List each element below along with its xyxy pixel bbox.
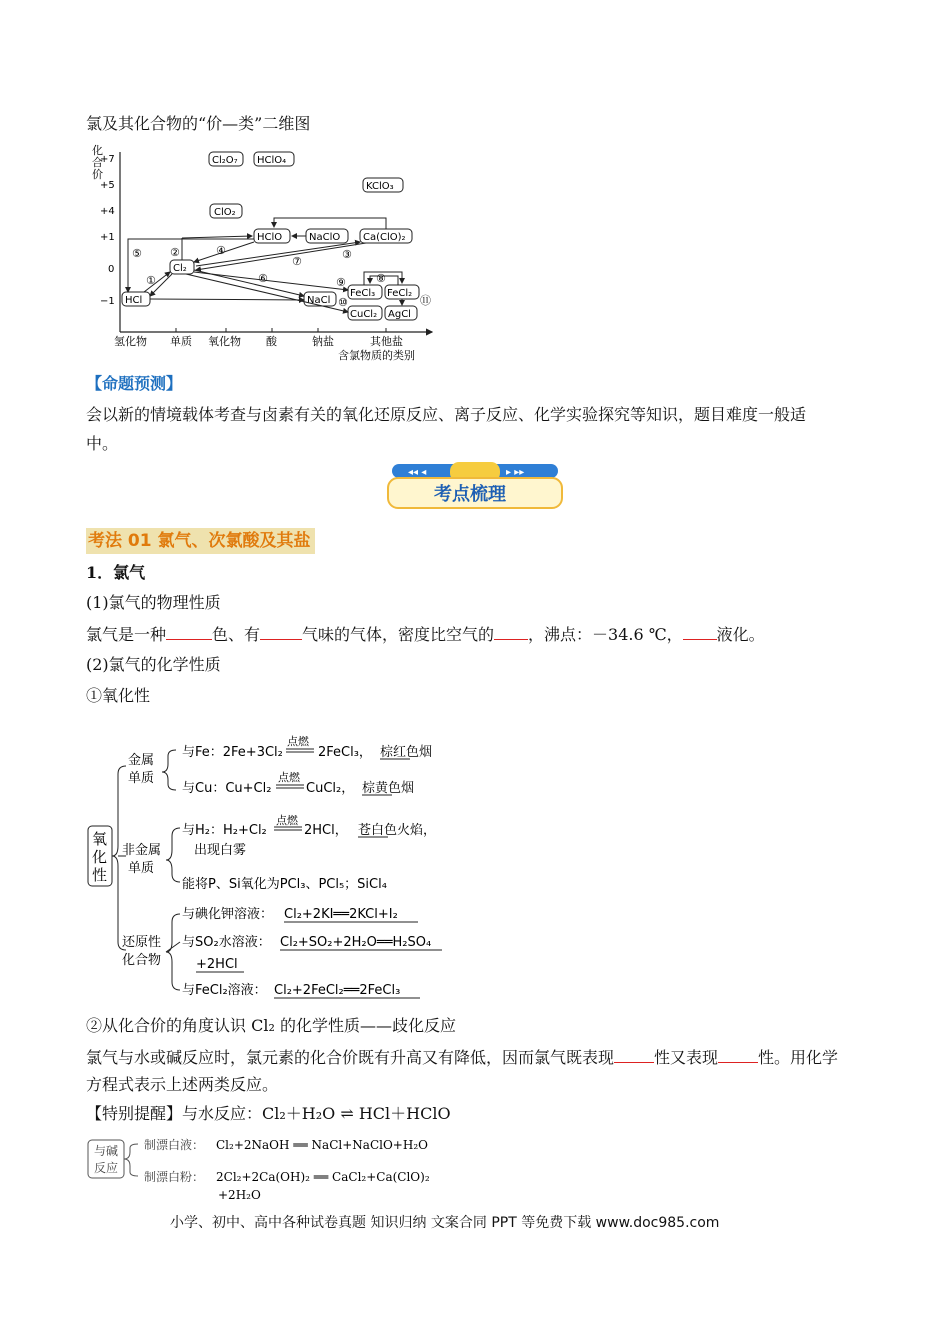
section-badge	[386, 462, 564, 510]
h2-flame: 苍白色火焰，	[358, 823, 437, 838]
h2-reaction: 与H₂：H₂+Cl₂	[182, 823, 267, 838]
s1-p1: (1)氯气的物理性质	[86, 593, 221, 612]
species-kclo3: KClO₃	[366, 181, 394, 192]
ytick: +4	[100, 206, 115, 217]
rxn-number: ③	[342, 248, 352, 261]
species-clo2: ClO₂	[214, 207, 236, 218]
disproportionation-text-2: 方程式表示上述两类反应。	[86, 1075, 279, 1094]
footer: 小学、初中、高中各种试卷真题 知识归纳 文案合同 PPT 等免费下载 www.doc985.com	[170, 1215, 720, 1231]
blank[interactable]	[718, 1046, 758, 1063]
svg-text:◂◂ ◂: ◂◂ ◂	[408, 467, 427, 478]
species-hcl: HCl	[125, 295, 143, 306]
xtick: 氧化物	[208, 335, 241, 348]
alkali-label: 与碱	[94, 1144, 119, 1158]
ki-label: 与碘化钾溶液：	[182, 907, 274, 922]
ytick: +5	[100, 180, 115, 191]
cu-product: CuCl₂，	[306, 781, 355, 796]
alkali-reaction-diagram	[86, 1134, 446, 1206]
ignite-label: 点燃	[287, 735, 309, 748]
xtick: 酸	[266, 335, 277, 348]
ignite-label: 点燃	[276, 814, 298, 827]
nonmetal-label: 非金属	[122, 843, 162, 858]
nonmetal-label: 单质	[128, 861, 155, 876]
species-cl2o7: Cl₂O₇	[212, 155, 238, 166]
blank[interactable]	[683, 623, 717, 640]
xtick: 氢化物	[114, 335, 147, 348]
cu-reaction: 与Cu：Cu+Cl₂	[182, 781, 272, 796]
valence-class-diagram	[86, 142, 446, 364]
ytick: +7	[100, 154, 115, 165]
xtick: 单质	[170, 335, 192, 348]
fe-smoke: 棕红色烟	[380, 745, 433, 760]
bleach-powder-equation-cont: +2H₂O	[218, 1188, 261, 1202]
ytick: +1	[100, 232, 115, 243]
cu-smoke: 棕黄色烟	[362, 781, 415, 796]
bleach-powder-equation: 2Cl₂+2Ca(OH)₂ ══ CaCl₂+Ca(ClO)₂	[216, 1170, 430, 1184]
ignite-label: 点燃	[278, 771, 300, 784]
ki-equation: Cl₂+2KI══2KCl+I₂	[284, 907, 398, 922]
oxidation-tree	[86, 728, 456, 1006]
ytick: −1	[100, 296, 115, 307]
rxn-number: ④	[216, 244, 226, 257]
fe-product: 2FeCl₃，	[318, 745, 372, 760]
reducing-label: 化合物	[122, 953, 162, 968]
rxn-number: ②	[170, 246, 180, 259]
species-agcl: AgCl	[388, 309, 411, 320]
root-char: 化	[92, 848, 108, 866]
species-naclo: NaClO	[309, 232, 341, 243]
root-char: 氧	[92, 830, 108, 848]
blank[interactable]	[494, 623, 528, 640]
intro-title: 氯及其化合物的“价—类”二维图	[86, 114, 311, 133]
y-axis-label-1: 化	[92, 144, 103, 157]
xlabel: 含氯物质的类别	[338, 349, 415, 362]
svg-text:▸ ▸▸: ▸ ▸▸	[506, 467, 525, 478]
blank[interactable]	[166, 623, 212, 640]
badge-label: 考点梳理	[434, 484, 506, 505]
s1-p4: ②从化合价的角度认识 Cl₂ 的化学性质——歧化反应	[86, 1016, 456, 1035]
fecl2-equation: Cl₂+2FeCl₂══2FeCl₃	[274, 983, 401, 998]
special-tip: 【特别提醒】与水反应：Cl₂＋H₂O ⇌ HCl＋HClO	[86, 1104, 451, 1123]
s1-title: 1．氯气	[86, 563, 146, 582]
rxn-number: ⑤	[132, 247, 142, 260]
so2-label: 与SO₂水溶液：	[182, 935, 271, 950]
h2-fog: 出现白雾	[194, 843, 247, 858]
xtick: 其他盐	[370, 335, 403, 348]
section-title: 考法 01 氯气、次氯酸及其盐	[86, 528, 315, 554]
species-hclo4: HClO₄	[257, 155, 287, 166]
species-caclo2: Ca(ClO)₂	[363, 232, 406, 243]
bleach-liquid-label: 制漂白液：	[144, 1138, 205, 1152]
species-cucl2: CuCl₂	[350, 309, 378, 320]
bleach-powder-label: 制漂白粉：	[144, 1170, 205, 1184]
rxn-number: ⑧	[376, 272, 386, 285]
metal-label: 单质	[128, 771, 155, 786]
rxn-number: ⑥	[258, 272, 268, 285]
xtick: 钠盐	[312, 335, 334, 348]
y-axis-label-2: 合	[92, 156, 103, 169]
species-nacl: NaCl	[307, 295, 331, 306]
species-fecl3: FeCl₃	[350, 288, 376, 299]
so2-equation: Cl₂+SO₂+2H₂O══H₂SO₄	[280, 935, 432, 950]
disproportionation-text: 氯气与水或碱反应时，氯元素的化合价既有升高又有降低，因而氯气既表现 性又表现 性。用化学	[86, 1048, 839, 1067]
y-axis-label-3: 价	[92, 168, 103, 181]
species-fecl2: FeCl₂	[387, 288, 413, 299]
species-hclo: HClO	[257, 232, 283, 243]
root-char: 性	[92, 866, 108, 884]
fe-reaction: 与Fe：2Fe+3Cl₂	[182, 745, 283, 760]
so2-equation-cont: +2HCl	[196, 957, 238, 972]
bleach-liquid-equation: Cl₂+2NaOH ══ NaCl+NaClO+H₂O	[216, 1138, 428, 1152]
rxn-number: ①	[146, 274, 156, 287]
rxn-number: ⑩	[338, 296, 348, 309]
s1-p3: ①氧化性	[86, 686, 151, 705]
h2-product: 2HCl，	[304, 823, 348, 838]
prediction-text-line1: 会以新的情境载体考查与卤素有关的氧化还原反应、离子反应、化学实验探究等知识，题目难度一般适	[86, 405, 807, 424]
s1-p2: (2)氯气的化学性质	[86, 655, 221, 674]
prediction-title: 【命题预测】	[86, 374, 183, 393]
metal-label: 金属	[128, 753, 155, 768]
reducing-label: 还原性	[122, 935, 162, 950]
species-cl2: Cl₂	[173, 263, 187, 274]
ytick: 0	[108, 264, 115, 275]
fecl2-label: 与FeCl₂溶液：	[182, 983, 267, 998]
rxn-number: ⑦	[292, 255, 302, 268]
p-si-oxidation: 能将P、Si氧化为PCl₃、PCl₅；SiCl₄	[182, 877, 387, 892]
blank[interactable]	[614, 1046, 654, 1063]
blank[interactable]	[260, 623, 302, 640]
rxn-number: ⑨	[336, 276, 346, 289]
physical-property-line: 氯气是一种 色、有 气味的气体，密度比空气的 ，沸点：－34.6 ℃， 液化。	[86, 625, 765, 644]
rxn-number: ⑪	[420, 294, 431, 307]
prediction-text-line2: 中。	[86, 434, 119, 453]
alkali-label: 反应	[94, 1161, 119, 1175]
